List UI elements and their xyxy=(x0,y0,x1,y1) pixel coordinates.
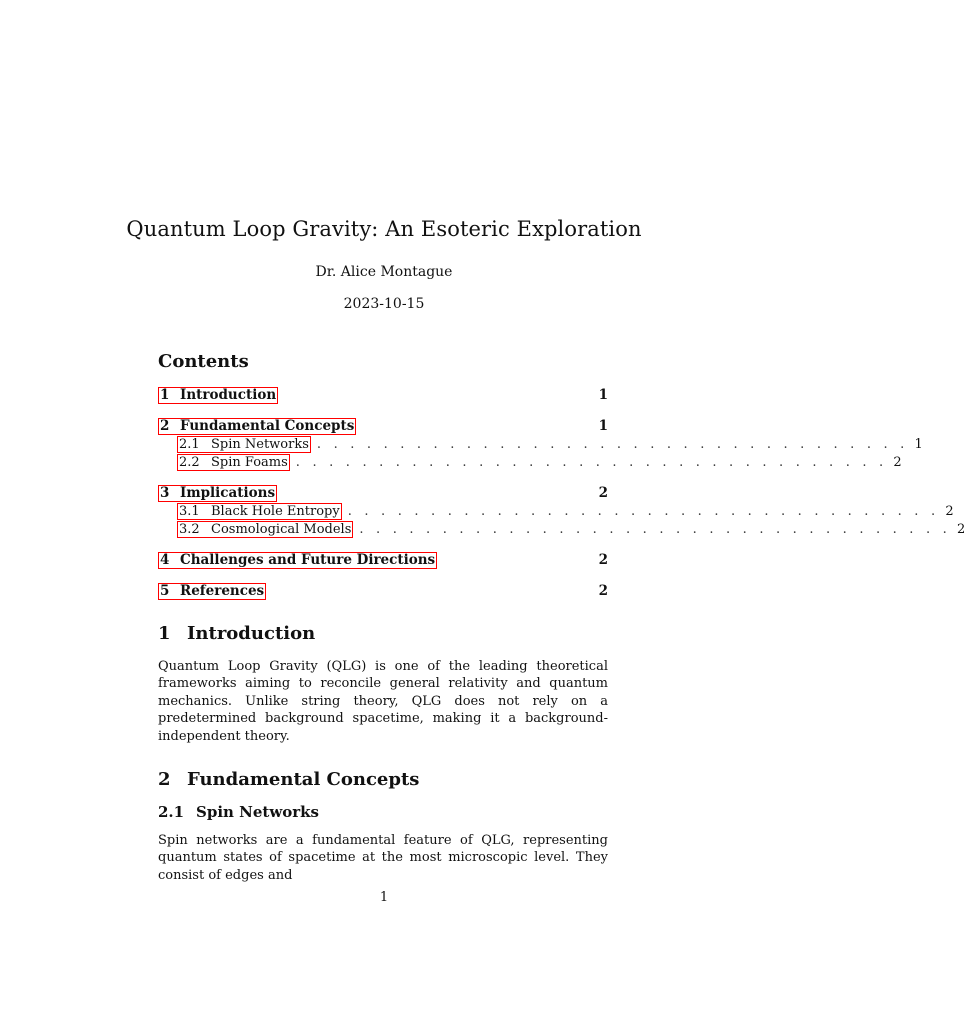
toc-entry-references xyxy=(158,582,608,600)
toc-link-spin-foams[interactable] xyxy=(177,454,290,471)
paper-author: Dr. Alice Montague xyxy=(315,264,453,280)
toc-entry-number: 5 xyxy=(160,582,170,599)
toc-entry-page: 2 xyxy=(598,583,608,599)
toc-link-references[interactable] xyxy=(158,583,266,600)
toc-entry-label: Challenges and Future Directions xyxy=(180,551,436,568)
subsection-title: Spin Networks xyxy=(196,803,319,821)
toc-entry-number: 3.2 xyxy=(179,521,200,537)
toc-entry-implications xyxy=(158,484,608,502)
toc-entry-number: 2.2 xyxy=(179,454,200,470)
toc-dot-leader: . . . . . . . . . . . . . . . . . . . . . . . . . . . . . . . . . . . . xyxy=(316,436,909,452)
toc-entry-number: 4 xyxy=(160,551,170,568)
toc-entry-black-hole-entropy xyxy=(177,502,954,520)
paper-date: 2023-10-15 xyxy=(343,296,425,312)
toc-entry-number: 2.1 xyxy=(179,436,200,452)
toc-entry-page: 2 xyxy=(598,552,608,568)
toc-entry-page: 2 xyxy=(956,521,965,537)
toc-link-introduction[interactable] xyxy=(158,387,278,404)
toc-link-implications[interactable] xyxy=(158,485,277,502)
toc-entry-number: 3.1 xyxy=(179,503,200,519)
toc-entry-challenges xyxy=(158,551,608,569)
toc-link-cosmological-models[interactable] xyxy=(177,521,353,538)
section-number: 1 xyxy=(158,623,171,644)
section-title: Fundamental Concepts xyxy=(187,769,420,790)
toc-entry-label: References xyxy=(180,582,265,599)
toc-dot-leader: . . . . . . . . . . . . . . . . . . . . . . . . . . . . . . . . . . . . xyxy=(359,521,951,537)
toc-entry-number: 2 xyxy=(160,417,170,434)
section-heading-fundamental-concepts xyxy=(158,769,419,790)
section-number: 2 xyxy=(158,769,171,790)
section-title: Introduction xyxy=(187,623,316,644)
toc-entry-number: 3 xyxy=(160,484,170,501)
toc-entry-label: Spin Foams xyxy=(211,454,288,470)
toc-entry-page: 2 xyxy=(893,454,902,470)
toc-entry-page: 2 xyxy=(945,503,954,519)
toc-entry-page: 2 xyxy=(598,485,608,501)
subsection-number: 2.1 xyxy=(158,803,185,821)
toc-entry-page: 1 xyxy=(914,436,923,452)
toc-dot-leader: . . . . . . . . . . . . . . . . . . . . . . . . . . . . . . . . . . . . xyxy=(295,454,888,470)
toc-entry-label: Black Hole Entropy xyxy=(211,503,340,519)
toc-link-fundamental-concepts[interactable] xyxy=(158,418,356,435)
toc-link-black-hole-entropy[interactable] xyxy=(177,503,342,520)
paper-title: Quantum Loop Gravity: An Esoteric Exploration xyxy=(126,217,642,241)
toc-dot-leader: . . . . . . . . . . . . . . . . . . . . . . . . . . . . . . . . . . . . xyxy=(347,503,940,519)
toc-entry-label: Implications xyxy=(180,484,276,501)
toc-entry-label: Introduction xyxy=(180,386,277,403)
subsection-heading-spin-networks xyxy=(158,803,319,821)
page-number: 1 xyxy=(379,890,389,905)
toc-entry-page: 1 xyxy=(598,387,608,403)
toc-entry-fundamental-concepts xyxy=(158,417,608,435)
toc-entry-spin-networks xyxy=(177,435,923,453)
toc-entry-cosmological-models xyxy=(177,520,965,538)
toc-entry-spin-foams xyxy=(177,453,902,471)
toc-entry-introduction xyxy=(158,386,608,404)
toc-entry-label: Cosmological Models xyxy=(211,521,352,537)
toc-entry-number: 1 xyxy=(160,386,170,403)
toc-entry-page: 1 xyxy=(598,418,608,434)
toc-link-challenges[interactable] xyxy=(158,552,437,569)
toc-entry-label: Spin Networks xyxy=(211,436,309,452)
toc-heading: Contents xyxy=(158,351,249,372)
toc-link-spin-networks[interactable] xyxy=(177,436,311,453)
introduction-paragraph: Quantum Loop Gravity (QLG) is one of the leading theoretical frameworks aiming to reconcile general relativity and quantum mechanics. Unlike string theory, QLG does not rely on a predetermined background spacetime, making it a background-independent theory. xyxy=(158,659,608,744)
spin-networks-paragraph: Spin networks are a fundamental feature of QLG, representing quantum states of spacetime at the most microscopic level. They consist of edges and xyxy=(158,833,608,883)
section-heading-introduction xyxy=(158,623,315,644)
toc-entry-label: Fundamental Concepts xyxy=(180,417,355,434)
